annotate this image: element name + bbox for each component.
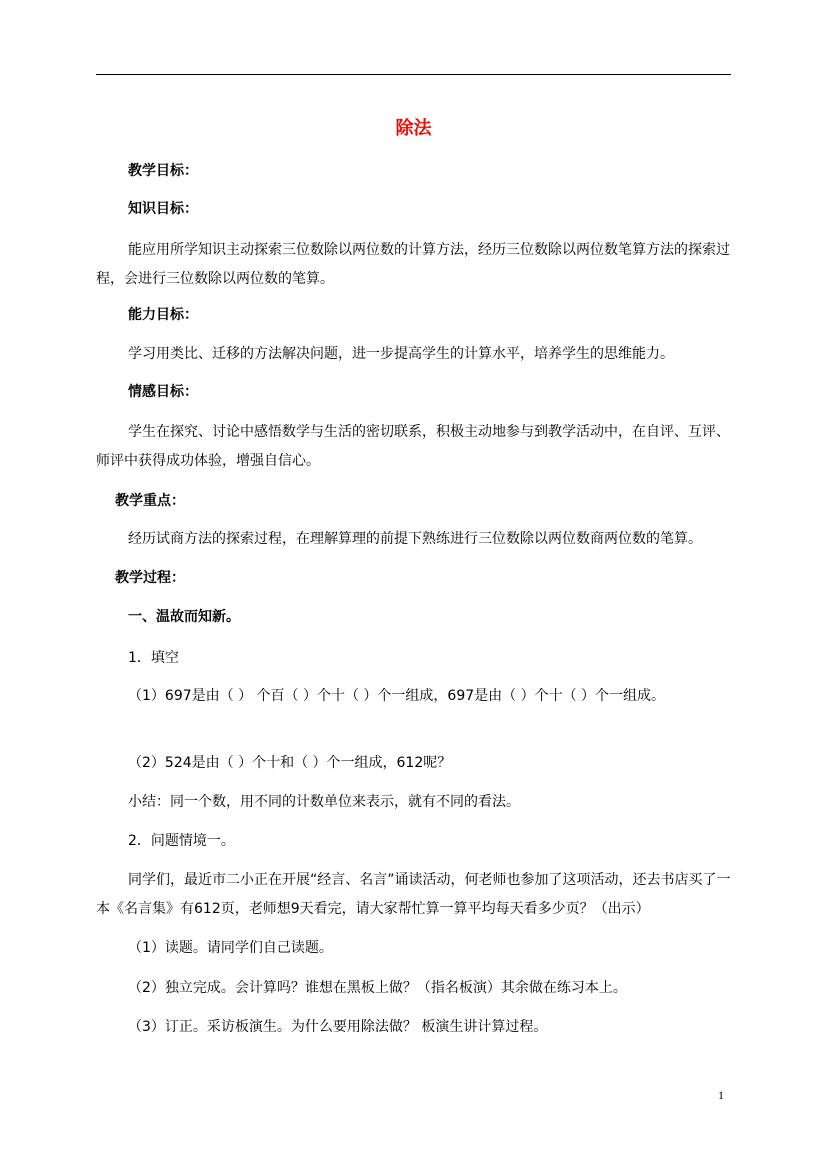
item2-label: 2．问题情境一。 [128,833,235,849]
teaching-goals-heading: 教学目标： [128,163,198,179]
ability-goal-heading: 能力目标： [128,307,198,323]
emotion-goal-heading: 情感目标： [128,384,198,400]
page-title: 除法 [395,118,432,139]
step1-text: （1）读题。请同学们自己读题。 [128,940,333,956]
emotion-goal-text: 学生在探究、讨论中感悟数学与生活的密切联系，积极主动地参与到教学活动中，在自评、互评、师评中获得成功体验，增强自信心。 [96,424,730,469]
page-number: 1 [718,1088,724,1102]
item1-question2: （2）524是由（ ）个十和（ ）个一组成，612呢？ [128,755,452,771]
summary-text: 小结：同一个数，用不同的计数单位来表示，就有不同的看法。 [128,794,520,810]
section1-heading: 一、温故而知新。 [128,609,240,625]
scenario-text: 同学们，最近市二小正在开展“经言、名言”诵读活动，何老师也参加了这项活动，还去书店买了一本《名言集》有612页，老师想9天看完，请大家帮忙算一算平均每天看多少页？（出示） [96,872,731,917]
key-point-heading: 教学重点： [115,493,185,509]
header-rule [96,74,731,75]
step2-text: （2）独立完成。会计算吗？谁想在黑板上做？（指名板演）其余做在练习本上。 [128,980,627,996]
process-heading: 教学过程： [115,570,185,586]
ability-goal-text: 学习用类比、迁移的方法解决问题，进一步提高学生的计算水平，培养学生的思维能力。 [128,346,674,362]
item1-question1: （1）697是由（ ） 个百（ ）个十（ ）个一组成，697是由（ ）个十（ ）个一组成。 [128,688,666,704]
knowledge-goal-text: 能应用所学知识主动探索三位数除以两位数的计算方法，经历三位数除以两位数笔算方法的探索过程，会进行三位数除以两位数的笔算。 [96,242,730,287]
key-point-text: 经历试商方法的探索过程，在理解算理的前提下熟练进行三位数除以两位数商两位数的笔算。 [128,531,702,547]
item1-label: 1．填空 [128,650,179,666]
knowledge-goal-heading: 知识目标： [128,201,198,217]
step3-text: （3）订正。采访板演生。为什么要用除法做？ 板演生讲计算过程。 [128,1019,548,1035]
